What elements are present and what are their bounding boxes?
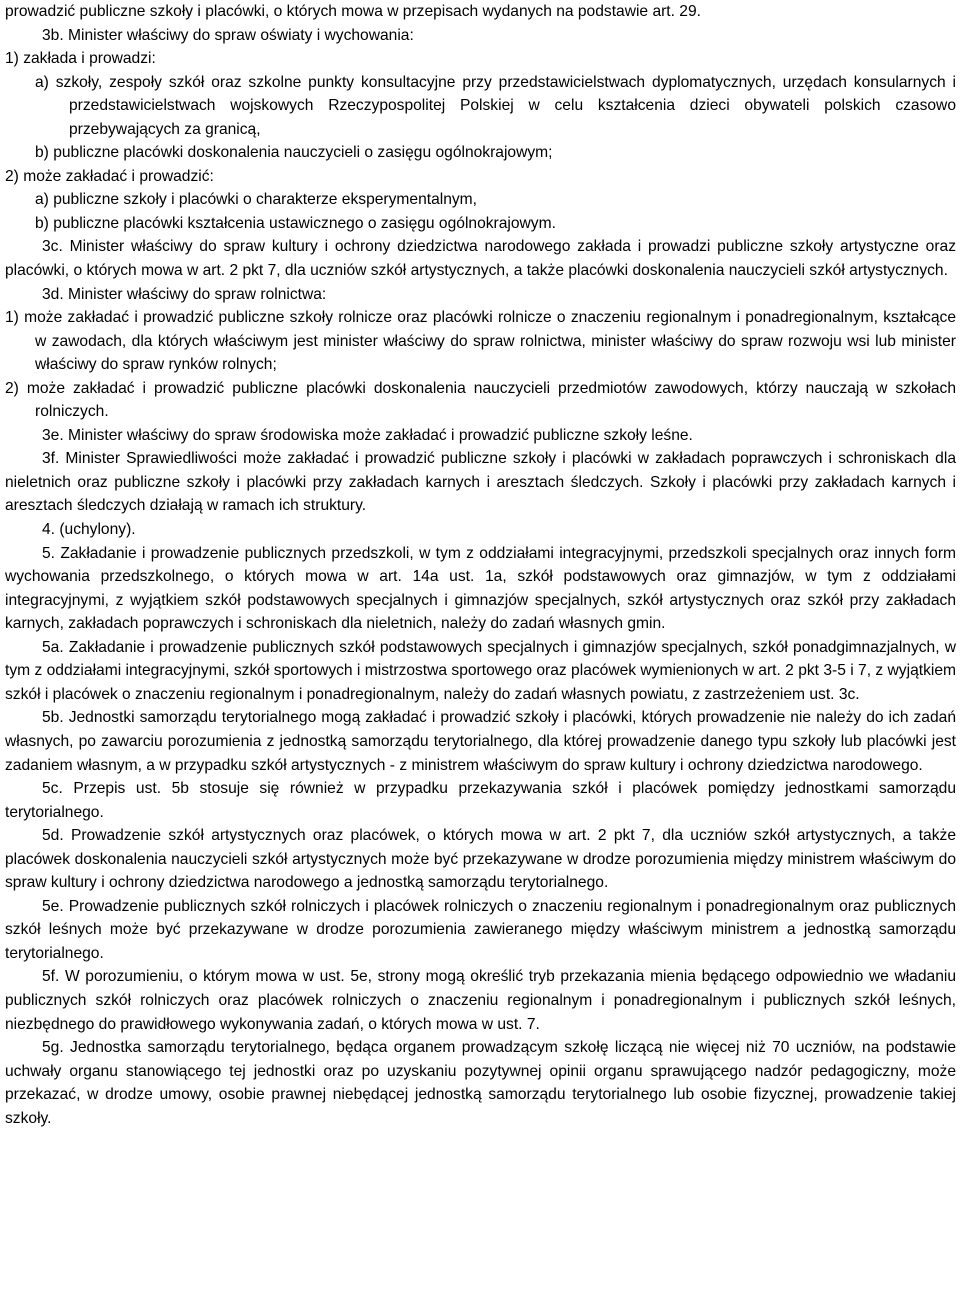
paragraph-3b-2-a: a) publiczne szkoły i placówki o charakterze eksperymentalnym,: [35, 191, 478, 209]
paragraph-4: 4. (uchylony).: [42, 521, 136, 539]
paragraph-5d: 5d. Prowadzenie szkół artystycznych oraz placówek, o których mowa w art. 2 pkt 7, dla uczniów szkół artystycznych, a także placówek doskonalenia nauczycieli szkół artystycznych może być przekazywane w drodze porozumienia między ministrem właściwym do spraw kultury i ochrony dziedzictwa narodowego a jednostką samorządu terytorialnego.: [5, 827, 956, 892]
paragraph-5: 5. Zakładanie i prowadzenie publicznych przedszkoli, w tym z oddziałami integracyjnymi, przedszkoli specjalnych oraz innych form wychowania przedszkolnego, o których mowa w art. 14a ust. 1a, szkół podstawowych oraz gimnazjów, w tym z oddziałami integracyjnymi, z wyjątkiem szkół podstawowych specjalnych i gimnazjów specjalnych, szkół artystycznych oraz szkół przy zakładach karnych, zakładach poprawczych i schroniskach dla nieletnich, należy do zadań własnych gmin.: [5, 544, 956, 633]
paragraph-3f: 3f. Minister Sprawiedliwości może zakładać i prowadzić publiczne szkoły i placówki w zakładach poprawczych i schroniskach dla nieletnich oraz publiczne szkoły i placówki przy zakładach karnych i aresztach śledczych. Szkoły i placówki przy zakładach karnych i aresztach śledczych działają w ramach ich struktury.: [5, 450, 956, 515]
paragraph-3b-1-b: b) publiczne placówki doskonalenia nauczycieli o zasięgu ogólnokrajowym;: [35, 144, 553, 162]
paragraph-5c: 5c. Przepis ust. 5b stosuje się również w przypadku przekazywania szkół i placówek pomiędzy jednostkami samorządu terytorialnego.: [5, 780, 956, 821]
paragraph-5e: 5e. Prowadzenie publicznych szkół rolniczych i placówek rolniczych o znaczeniu regionalnym i ponadregionalnym oraz publicznych szkół leśnych może być przekazywane w drodze porozumienia zawieranego między właściwym ministrem a jednostką samorządu terytorialnego.: [5, 897, 956, 962]
paragraph-3e: 3e. Minister właściwy do spraw środowiska może zakładać i prowadzić publiczne szkoły leśne.: [42, 426, 693, 444]
paragraph-3b: 3b. Minister właściwy do spraw oświaty i wychowania:: [42, 26, 414, 44]
paragraph-5f: 5f. W porozumieniu, o którym mowa w ust. 5e, strony mogą określić tryb przekazania mienia będącego odpowiednio we władaniu publicznych szkół rolniczych oraz placówek rolniczych o znaczeniu regionalnym i ponadregionalnym i publicznych szkół leśnych, niezbędnego do prawidłowego wykonywania zadań, o których mowa w ust. 7.: [5, 968, 956, 1033]
paragraph-5g: 5g. Jednostka samorządu terytorialnego, będąca organem prowadzącym szkołę liczącą nie więcej niż 70 uczniów, na podstawie uchwały organu stanowiącego tej jednostki oraz po uzyskaniu pozytywnej opinii organu sprawującego nadzór pedagogiczny, może przekazać, w drodze umowy, osobie prawnej niebędącej jednostką samorządu terytorialnego lub osobie fizycznej, prowadzenie takiej szkoły.: [5, 1039, 956, 1127]
paragraph-3b-2-b: b) publiczne placówki kształcenia ustawicznego o zasięgu ogólnokrajowym.: [35, 214, 556, 232]
paragraph-continuation: prowadzić publiczne szkoły i placówki, o których mowa w przepisach wydanych na podstawie art. 29.: [5, 3, 701, 20]
paragraph-3d-point-2: 2) może zakładać i prowadzić publiczne placówki doskonalenia nauczycieli przedmiotów zawodowych, którzy nauczają w szkołach rolniczych.: [5, 379, 956, 421]
paragraph-5b: 5b. Jednostki samorządu terytorialnego mogą zakładać i prowadzić szkoły i placówki, których prowadzenie nie należy do ich zadań własnych, po zawarciu porozumienia z jednostką samorządu terytorialnego, dla której prowadzenie danego typu szkoły lub placówki jest zadaniem własnym, a w przypadku szkół artystycznych - z ministrem właściwym do spraw kultury i ochrony dziedzictwa narodowego.: [5, 709, 956, 774]
paragraph-3b-1-a: a) szkoły, zespoły szkół oraz szkolne punkty konsultacyjne przy przedstawicielstwach dyplomatycznych, urzędach konsularnych i przedstawicielstwach wojskowych Rzeczypospolitej Polskiej w celu kształcenia dzieci obywateli polskich czasowo przebywających za granicą,: [35, 73, 956, 138]
paragraph-3d: 3d. Minister właściwy do spraw rolnictwa:: [42, 285, 327, 303]
paragraph-5a: 5a. Zakładanie i prowadzenie publicznych szkół podstawowych specjalnych i gimnazjów specjalnych, szkół ponadgimnazjalnych, w tym z oddziałami integracyjnymi, szkół sportowych i mistrzostwa sportowego oraz placówek wymienionych w art. 2 pkt 3-5 i 7, z wyjątkiem szkół i placówek o znaczeniu regionalnym i ponadregionalnym, należy do zadań własnych powiatu, z zastrzeżeniem ust. 3c.: [5, 638, 956, 703]
paragraph-3b-point-1: 1) zakłada i prowadzi:: [5, 50, 156, 68]
paragraph-3c: 3c. Minister właściwy do spraw kultury i ochrony dziedzictwa narodowego zakłada i prowadzi publiczne szkoły artystyczne oraz placówki, o których mowa w art. 2 pkt 7, dla uczniów szkół artystycznych, a także placówki doskonalenia nauczycieli szkół artystycznych.: [5, 238, 956, 280]
paragraph-3b-point-2: 2) może zakładać i prowadzić:: [5, 167, 214, 185]
paragraph-3d-point-1: 1) może zakładać i prowadzić publiczne szkoły rolnicze oraz placówki rolnicze o znaczeniu regionalnym i ponadregionalnym, kształcące w zawodach, dla których właściwym jest minister właściwy do spraw rolnictwa, minister właściwy do spraw rozwoju wsi lub minister właściwy do spraw rynków rolnych;: [5, 309, 956, 374]
